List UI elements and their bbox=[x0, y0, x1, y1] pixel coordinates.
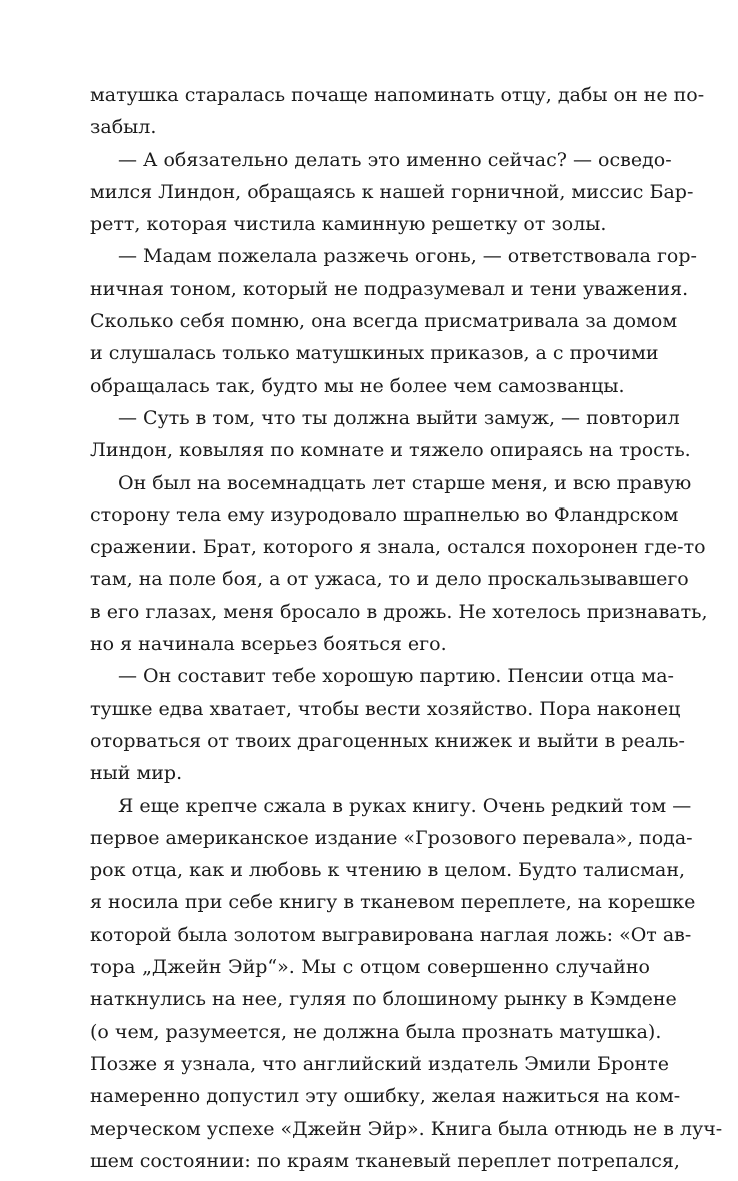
text-line: сражении. Брат, которого я знала, остался похоронен где-то bbox=[90, 536, 706, 559]
text-line: — Мадам пожелала разжечь огонь, — ответствовала гор- bbox=[118, 245, 697, 268]
text-line: матушка старалась почаще напоминать отцу, дабы он не по- bbox=[90, 84, 705, 106]
text-line: — Суть в том, что ты должна выйти замуж, — повторил bbox=[118, 406, 680, 429]
text-line: забыл. bbox=[90, 116, 157, 139]
text-line: сторону тела ему изуродовало шрапнелью во Фландрском bbox=[90, 503, 679, 526]
text-line: оторваться от твоих драгоценных книжек и выйти в реаль- bbox=[90, 729, 685, 752]
text-line: ничная тоном, который не подразумевал и тени уважения. bbox=[90, 277, 689, 300]
text-line: Позже я узнала, что английский издатель Эмили Бронте bbox=[90, 1052, 669, 1075]
text-line: — А обязательно делать это именно сейчас? — осведо- bbox=[118, 148, 672, 171]
text-line: тушке едва хватает, чтобы вести хозяйство. Пора наконец bbox=[90, 697, 681, 720]
text-line: обращалась так, будто мы не более чем самозванцы. bbox=[90, 374, 625, 397]
paragraph bbox=[90, 79, 705, 144]
text-line: Он был на восемнадцать лет старше меня, и всю правую bbox=[118, 471, 692, 494]
text-line: в его глазах, меня бросало в дрожь. Не хотелось признавать, bbox=[90, 600, 708, 623]
paragraph bbox=[90, 660, 685, 789]
text-line: но я начинала всерьез бояться его. bbox=[90, 633, 447, 656]
paragraph bbox=[90, 467, 708, 661]
text-line: наткнулись на нее, гуляя по блошиному рынку в Кэмдене bbox=[90, 988, 677, 1011]
paragraph bbox=[90, 144, 694, 241]
text-line: и слушалась только матушкиных приказов, а с прочими bbox=[90, 342, 659, 365]
text-line: рок отца, как и любовь к чтению в целом. Будто талисман, bbox=[90, 859, 686, 882]
page-body bbox=[90, 79, 723, 1177]
text-line: первое американское издание «Грозового перевала», пода- bbox=[90, 826, 693, 849]
paragraph bbox=[90, 790, 723, 1178]
text-line: Линдон, ковыляя по комнате и тяжело опираясь на трость. bbox=[90, 439, 691, 462]
text-line: там, на поле боя, а от ужаса, то и дело проскальзывавшего bbox=[90, 568, 689, 591]
text-line: Я еще крепче сжала в руках книгу. Очень редкий том — bbox=[118, 794, 692, 817]
text-line: которой была золотом выгравирована наглая ложь: «От ав- bbox=[90, 923, 692, 946]
text-line: я носила при себе книгу в тканевом переплете, на корешке bbox=[90, 891, 696, 914]
text-line: ный мир. bbox=[90, 762, 183, 785]
text-line: мерческом успехе «Джейн Эйр». Книга была отнюдь не в луч- bbox=[90, 1117, 723, 1140]
text-line: шем состоянии: по краям тканевый переплет потрепался, bbox=[90, 1149, 680, 1172]
text-line: (о чем, разумеется, не должна была прознать матушка). bbox=[90, 1020, 662, 1043]
text-line: Сколько себя помню, она всегда присматривала за домом bbox=[90, 310, 678, 333]
paragraph bbox=[90, 240, 697, 401]
text-line: мился Линдон, обращаясь к нашей горничной, миссис Бар- bbox=[90, 180, 694, 203]
paragraph bbox=[90, 402, 691, 467]
text-line: — Он составит тебе хорошую партию. Пенсии отца ма- bbox=[118, 665, 674, 688]
text-line: тора „Джейн Эйр“». Мы с отцом совершенно случайно bbox=[90, 956, 650, 979]
text-line: ретт, которая чистила каминную решетку от золы. bbox=[90, 213, 607, 236]
text-line: намеренно допустил эту ошибку, желая нажиться на ком- bbox=[90, 1085, 681, 1108]
